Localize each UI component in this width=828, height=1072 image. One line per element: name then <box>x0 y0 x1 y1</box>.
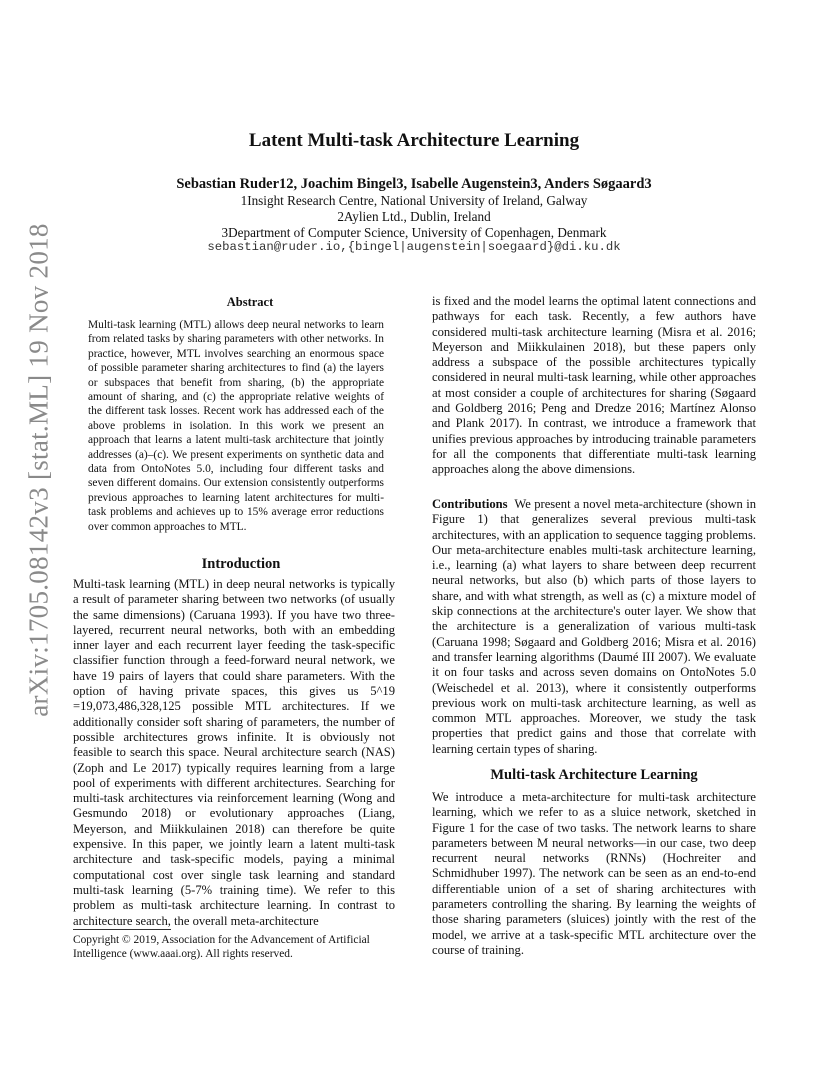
introduction-heading: Introduction <box>201 556 281 572</box>
contributions-paragraph <box>432 497 756 757</box>
author-emails: sebastian@ruder.io,{bingel|augenstein|soegaard}@di.ku.dk <box>207 240 621 254</box>
copyright-footnote: Copyright © 2019, Association for the Advancement of Artificial Intelligence (www.aaai.org). All rights reserved. <box>73 934 370 960</box>
affiliation-1: 1Insight Research Centre, National University of Ireland, Galway <box>240 193 588 208</box>
arxiv-identifier: arXiv:1705.08142v3 [stat.ML] 19 Nov 2018 <box>23 223 54 717</box>
contributions-text: We present a novel meta-architecture (shown in Figure 1) that generalizes several previous multi-task architectures, with an application to sequence tagging problems. Our meta-architecture enables multi-task architecture learning, i.e., learning (a) what layers to share between deep recurrent neural networks, but also (b) which parts of those layers to share, and with what strength, as well as (c) a mixture model of skip connections at the architecture's outer layer. We show that the architecture is a generalization of various multi-task (Caruana 1998; Søgaard and Goldberg 2016; Misra et al. 2016) and transfer learning algorithms (Daumé III 2007). We evaluate it on four tasks and across seven domains on OntoNotes 5.0 (Weischedel et al. 2013), where it consistently outperforms previous work on multi-task architecture learning, as well as common MTL approaches. Moreover, we study the task properties that predict gains and those that correlate with learning certain types of sharing. <box>432 497 757 756</box>
arxiv-sidebar <box>16 223 62 717</box>
abstract-heading: Abstract <box>226 295 274 309</box>
footnote-rule <box>73 929 171 930</box>
paper-title: Latent Multi-task Architecture Learning <box>248 130 580 151</box>
author-list: Sebastian Ruder12, Joachim Bingel3, Isabelle Augenstein3, Anders Søgaard3 <box>176 176 652 192</box>
abstract-text: Multi-task learning (MTL) allows deep neural networks to learn from related tasks by sharing parameters with other networks. In practice, however, MTL involves searching an enormous space of possible parameter sharing architectures to find (a) the layers or subspaces that benefit from sharing, (b) the appropriate amount of sharing, and (c) the appropriate relative weights of the different task losses. Recent work has addressed each of the above problems in isolation. In this work we present an approach that learns a latent multi-task architecture that jointly addresses (a)–(c). We present experiments on synthetic data and data from OntoNotes 5.0, including four different tasks and seven different domains. Our extension consistently outperforms previous approaches to learning latent architectures for multi-task problems and achieves up to 15% average error reductions over common approaches to MTL. <box>88 319 384 533</box>
affiliation-2: 2Aylien Ltd., Dublin, Ireland <box>337 209 491 224</box>
contributions-label: Contributions <box>432 497 508 511</box>
affiliation-3: 3Department of Computer Science, University of Copenhagen, Denmark <box>221 225 607 240</box>
right-column-continued-text: is fixed and the model learns the optimal latent connections and pathways for each task. Recently, a few authors have considered multi-task architecture learning (Misra et al. 2016; Meyerson and Miikkulainen 2018), but these papers only address a subspace of the possible architectures typically considered in neural multi-task learning, while other approaches at most consider a couple of architectures for sharing (Søgaard and Goldberg 2016; Peng and Dredze 2016; Martínez Alonso and Plank 2017). In contrast, we introduce a framework that unifies previous approaches by introducing trainable parameters for all the components that differentiate multi-task learning approaches along the above dimensions. <box>432 294 756 477</box>
introduction-text: Multi-task learning (MTL) in deep neural networks is typically a result of parameter sharing between two networks (of usually the same dimensions) (Caruana 1993). If you have two three-layered, recurrent neural networks, both with an embedding inner layer and each recurrent layer feeding the task-specific classifier function through a feed-forward neural network, we have 19 pairs of layers that could share parameters. With the option of having private spaces, this gives us 5^19 =19,073,486,328,125 possible MTL architectures. If we additionally consider soft sharing of parameters, the number of possible architectures grows infinite. It is obviously not feasible to search this space. Neural architecture search (NAS) (Zoph and Le 2017) typically requires learning from a large pool of experiments with different architectures. Searching for multi-task architectures via reinforcement learning (Wong and Gesmundo 2018) or evolutionary approaches (Liang, Meyerson, and Miikkulainen 2018) can therefore be quite expensive. In this paper, we jointly learn a latent multi-task architecture and task-specific models, paying a minimal computational cost over single task learning and standard multi-task learning (5-7% training time). We refer to this problem as multi-task architecture learning. In contrast to architecture search, the overall meta-architecture <box>73 577 395 928</box>
mtl-section-heading: Multi-task Architecture Learning <box>490 767 698 783</box>
mtl-section-text: We introduce a meta-architecture for multi-task architecture learning, which we refer to as a sluice network, sketched in Figure 1 for the case of two tasks. The network learns to share parameters between M neural networks—in our case, two deep recurrent neural networks (RNNs) (Hochreiter and Schmidhuber 1997). The network can be seen as an end-to-end differentiable union of a set of sharing architectures with parameters controlling the sharing. By learning the weights of those sharing parameters (sluices) jointly with the rest of the model, we arrive at a task-specific MTL architecture over the course of training. <box>432 790 756 957</box>
